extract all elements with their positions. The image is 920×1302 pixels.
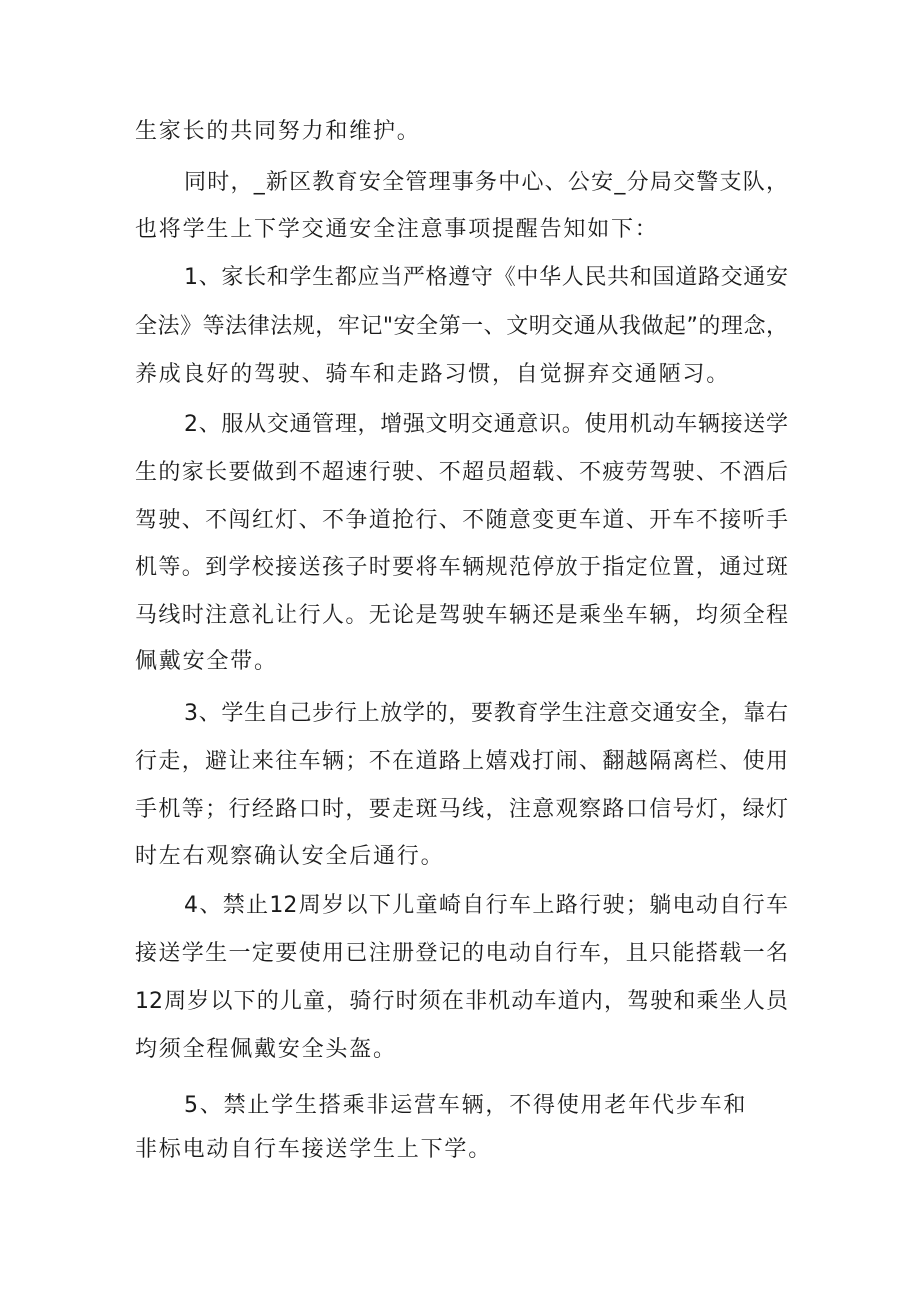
list-item-2-line: 机等。到学校接送孩子时要将车辆规范停放于指定位置，通过斑 xyxy=(135,555,788,580)
list-item-2-line: 生的家长要做到不超速行驶、不超员超载、不疲劳驾驶、不酒后 xyxy=(135,460,788,485)
list-item-1-line: 全法》等法律法规，牢记"安全第一、文明交通从我做起”的理念， xyxy=(135,314,788,339)
list-item-1-line: 1、家长和学生都应当严格遵守《中华人民共和国道路交通安 xyxy=(184,265,788,290)
text-line: 同时，_新区教育安全管理事务中心、公安_分局交警支队， xyxy=(184,170,788,195)
text-line: 生家长的共同努力和维护。 xyxy=(135,119,421,144)
text-line: 也将学生上下学交通安全注意事项提醒告知如下： xyxy=(135,217,659,242)
list-item-2-line: 佩戴安全带。 xyxy=(135,649,278,674)
list-item-2-line: 马线时注意礼让行人。无论是驾驶车辆还是乘坐车辆，均须全程 xyxy=(135,603,788,628)
list-item-4-line: 12周岁以下的儿童，骑行时须在非机动车道内，驾驶和乘坐人员 xyxy=(135,989,788,1014)
list-item-2-line: 驾驶、不闯红灯、不争道抢行、不随意变更车道、开车不接听手 xyxy=(135,508,788,533)
list-item-3-line: 行走，避让来往车辆；不在道路上嬉戏打闹、翻越隔离栏、使用 xyxy=(135,749,788,774)
list-item-3-line: 手机等；行经路口时，要走斑马线，注意观察路口信号灯，绿灯 xyxy=(135,797,788,822)
list-item-4-line: 4、禁止12周岁以下儿童崎自行车上路行驶；躺电动自行车 xyxy=(184,893,788,918)
list-item-4-line: 接送学生一定要使用已注册登记的电动自行车，且只能搭载一名 xyxy=(135,941,788,966)
list-item-3-line: 3、学生自己步行上放学的，要教育学生注意交通安全，靠右 xyxy=(184,701,788,726)
list-item-4-line: 均须全程佩戴安全头盔。 xyxy=(135,1037,397,1062)
list-item-2-line: 2、服从交通管理，增强文明交通意识。使用机动车辆接送学 xyxy=(184,412,788,437)
list-item-5-line: 非标电动自行车接送学生上下学。 xyxy=(135,1137,493,1162)
list-item-5-line: 5、禁止学生搭乘非运营车辆，不得使用老年代步车和 xyxy=(184,1093,748,1118)
list-item-3-line: 时左右观察确认安全后通行。 xyxy=(135,844,445,869)
list-item-1-line: 养成良好的驾驶、骑车和走路习惯，自觉摒弃交通陋习。 xyxy=(135,362,731,387)
